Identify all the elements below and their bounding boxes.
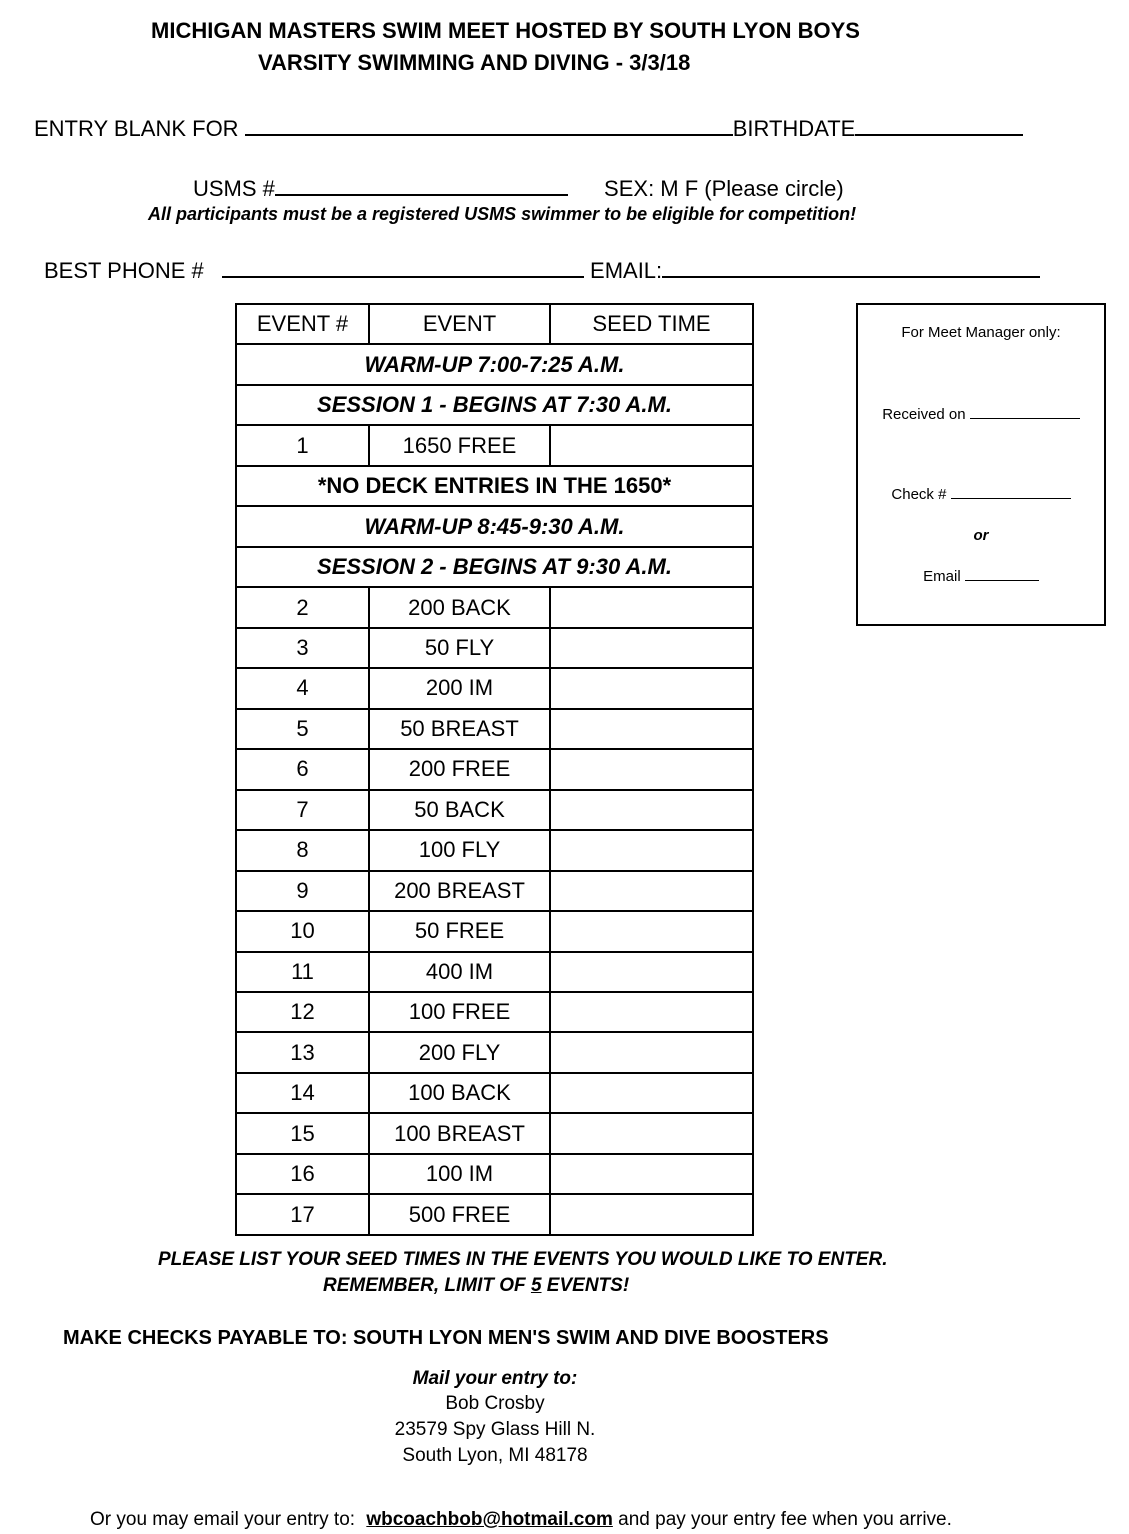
event-name: 200 FLY bbox=[369, 1032, 550, 1072]
seed-time-cell[interactable] bbox=[550, 668, 753, 708]
seed-time-cell[interactable] bbox=[550, 709, 753, 749]
event-name: 50 FREE bbox=[369, 911, 550, 951]
title-line-2: VARSITY SWIMMING AND DIVING - 3/3/18 bbox=[258, 50, 691, 75]
event-num: 7 bbox=[236, 790, 369, 830]
seed-time-cell[interactable] bbox=[550, 425, 753, 465]
event-name: 200 IM bbox=[369, 668, 550, 708]
usms-row bbox=[193, 174, 844, 202]
table-row bbox=[236, 1032, 753, 1072]
event-name: 50 BACK bbox=[369, 790, 550, 830]
usms-label: USMS # bbox=[193, 176, 275, 201]
event-num: 13 bbox=[236, 1032, 369, 1072]
entry-row bbox=[34, 114, 1023, 142]
table-row bbox=[236, 425, 753, 465]
event-num: 2 bbox=[236, 587, 369, 627]
received-label: Received on bbox=[882, 406, 966, 423]
event-name: 500 FREE bbox=[369, 1194, 550, 1235]
phone-label: BEST PHONE # bbox=[44, 258, 204, 283]
title-line-1: MICHIGAN MASTERS SWIM MEET HOSTED BY SOUTH LYON BOYS bbox=[151, 18, 860, 43]
usms-note: All participants must be a registered USMS swimmer to be eligible for competition! bbox=[148, 204, 857, 224]
check-field[interactable] bbox=[951, 485, 1071, 499]
email-entry-line bbox=[90, 1509, 952, 1531]
warmup-2: WARM-UP 8:45-9:30 A.M. bbox=[236, 506, 753, 546]
or-label: or bbox=[973, 527, 989, 544]
email-address-link[interactable]: wbcoachbob@hotmail.com bbox=[366, 1509, 613, 1530]
event-name: 200 FREE bbox=[369, 749, 550, 789]
seed-time-cell[interactable] bbox=[550, 992, 753, 1032]
event-name: 100 BACK bbox=[369, 1073, 550, 1113]
email-post: and pay your entry fee when you arrive. bbox=[618, 1509, 952, 1530]
manager-email-row bbox=[858, 567, 1104, 585]
seed-time-cell[interactable] bbox=[550, 749, 753, 789]
session-1: SESSION 1 - BEGINS AT 7:30 A.M. bbox=[236, 385, 753, 425]
event-num: 4 bbox=[236, 668, 369, 708]
birthdate-label: BIRTHDATE bbox=[732, 116, 856, 141]
event-num: 14 bbox=[236, 1073, 369, 1113]
manager-email-label: Email bbox=[923, 568, 961, 585]
seed-time-cell[interactable] bbox=[550, 1032, 753, 1072]
header-event-num: EVENT # bbox=[236, 304, 369, 344]
event-name: 1650 FREE bbox=[369, 425, 550, 465]
checks-payable: MAKE CHECKS PAYABLE TO: SOUTH LYON MEN'S SWIM AND DIVE BOOSTERS bbox=[63, 1327, 829, 1349]
table-row bbox=[236, 709, 753, 749]
warmup-1: WARM-UP 7:00-7:25 A.M. bbox=[236, 344, 753, 384]
seed-note: PLEASE LIST YOUR SEED TIMES IN THE EVENTS YOU WOULD LIKE TO ENTER. bbox=[158, 1249, 888, 1270]
event-num: 17 bbox=[236, 1194, 369, 1235]
table-row bbox=[236, 628, 753, 668]
seed-time-cell[interactable] bbox=[550, 1194, 753, 1235]
event-num: 15 bbox=[236, 1113, 369, 1153]
event-name: 200 BREAST bbox=[369, 871, 550, 911]
event-num: 8 bbox=[236, 830, 369, 870]
seed-time-cell[interactable] bbox=[550, 1113, 753, 1153]
phone-field[interactable] bbox=[222, 256, 584, 278]
seed-time-cell[interactable] bbox=[550, 587, 753, 627]
seed-time-cell[interactable] bbox=[550, 952, 753, 992]
mail-name: Bob Crosby bbox=[445, 1393, 545, 1414]
table-row bbox=[236, 952, 753, 992]
check-row bbox=[858, 485, 1104, 503]
table-header-row bbox=[236, 304, 753, 344]
event-num: 1 bbox=[236, 425, 369, 465]
sex-label: SEX: M F (Please circle) bbox=[604, 176, 844, 201]
received-field[interactable] bbox=[970, 405, 1080, 419]
limit-pre: REMEMBER, LIMIT OF bbox=[323, 1275, 526, 1296]
seed-time-cell[interactable] bbox=[550, 911, 753, 951]
event-name: 100 FREE bbox=[369, 992, 550, 1032]
event-num: 10 bbox=[236, 911, 369, 951]
table-row bbox=[236, 1154, 753, 1194]
table-row bbox=[236, 1113, 753, 1153]
event-name: 100 FLY bbox=[369, 830, 550, 870]
mail-street: 23579 Spy Glass Hill N. bbox=[394, 1419, 596, 1440]
email-label: EMAIL: bbox=[590, 258, 663, 283]
meet-manager-box bbox=[856, 303, 1106, 626]
mail-heading: Mail your entry to: bbox=[412, 1368, 578, 1389]
event-num: 12 bbox=[236, 992, 369, 1032]
limit-note bbox=[323, 1275, 629, 1297]
event-name: 50 FLY bbox=[369, 628, 550, 668]
no-deck-note: *NO DECK ENTRIES IN THE 1650* bbox=[236, 466, 753, 506]
table-row bbox=[236, 911, 753, 951]
seed-time-cell[interactable] bbox=[550, 628, 753, 668]
seed-time-cell[interactable] bbox=[550, 1154, 753, 1194]
email-field[interactable] bbox=[662, 256, 1040, 278]
seed-time-cell[interactable] bbox=[550, 790, 753, 830]
event-name: 400 IM bbox=[369, 952, 550, 992]
event-num: 16 bbox=[236, 1154, 369, 1194]
header-seed-time: SEED TIME bbox=[550, 304, 753, 344]
event-name: 50 BREAST bbox=[369, 709, 550, 749]
check-label: Check # bbox=[891, 486, 947, 503]
manager-email-field[interactable] bbox=[965, 567, 1039, 581]
events-table bbox=[235, 303, 754, 1236]
event-num: 5 bbox=[236, 709, 369, 749]
limit-post: EVENTS! bbox=[546, 1275, 630, 1296]
table-row bbox=[236, 749, 753, 789]
table-row bbox=[236, 830, 753, 870]
table-row bbox=[236, 992, 753, 1032]
birthdate-field[interactable] bbox=[855, 114, 1023, 136]
header-event: EVENT bbox=[369, 304, 550, 344]
event-name: 200 BACK bbox=[369, 587, 550, 627]
event-num: 3 bbox=[236, 628, 369, 668]
name-field[interactable] bbox=[245, 114, 733, 136]
event-num: 9 bbox=[236, 871, 369, 911]
event-num: 11 bbox=[236, 952, 369, 992]
table-row bbox=[236, 871, 753, 911]
phone-row bbox=[44, 256, 1040, 284]
event-name: 100 IM bbox=[369, 1154, 550, 1194]
table-row bbox=[236, 1194, 753, 1235]
received-row bbox=[858, 405, 1104, 423]
entry-label: ENTRY BLANK FOR bbox=[34, 116, 239, 141]
mail-city: South Lyon, MI 48178 bbox=[402, 1445, 588, 1466]
event-num: 6 bbox=[236, 749, 369, 789]
table-row bbox=[236, 1073, 753, 1113]
seed-time-cell[interactable] bbox=[550, 830, 753, 870]
seed-time-cell[interactable] bbox=[550, 1073, 753, 1113]
table-row bbox=[236, 587, 753, 627]
session-2: SESSION 2 - BEGINS AT 9:30 A.M. bbox=[236, 547, 753, 587]
table-row bbox=[236, 668, 753, 708]
email-pre: Or you may email your entry to: bbox=[90, 1509, 356, 1530]
event-name: 100 BREAST bbox=[369, 1113, 550, 1153]
usms-field[interactable] bbox=[275, 174, 568, 196]
limit-number: 5 bbox=[530, 1275, 542, 1296]
seed-time-cell[interactable] bbox=[550, 871, 753, 911]
manager-title: For Meet Manager only: bbox=[901, 324, 1061, 341]
table-row bbox=[236, 790, 753, 830]
